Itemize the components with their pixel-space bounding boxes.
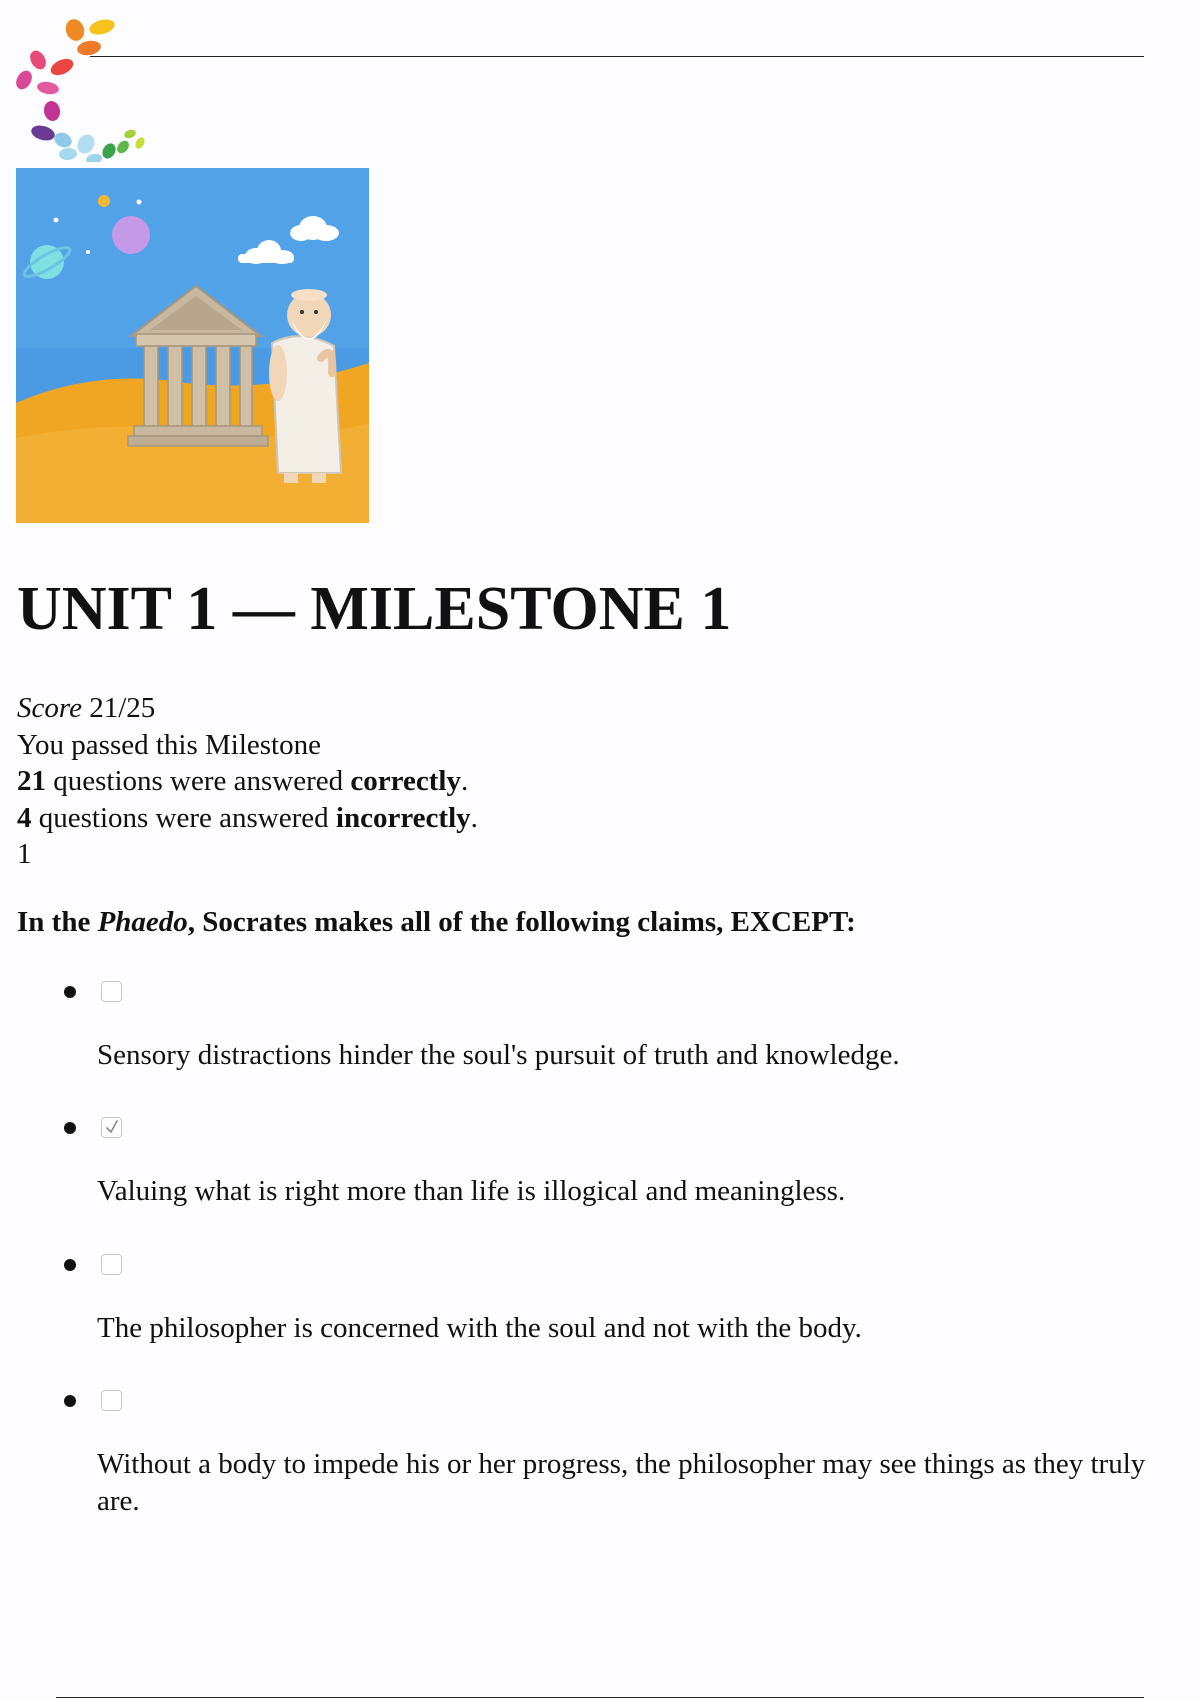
answer-checkbox[interactable] xyxy=(101,981,122,1002)
header-rule xyxy=(90,56,1144,57)
answer-checkbox[interactable] xyxy=(101,1117,122,1138)
answer-option-text: The philosopher is concerned with the soul and not with the body. xyxy=(97,1312,862,1344)
correct-prefix: questions were answered xyxy=(46,765,351,797)
footer-rule xyxy=(56,1697,1144,1698)
incorrect-line xyxy=(17,800,478,837)
bullet-icon xyxy=(64,1395,76,1407)
answer-option-text: Without a body to impede his or her progress, the philosopher may see things as they truly are. xyxy=(97,1448,1146,1517)
incorrect-prefix: questions were answered xyxy=(31,801,336,834)
leaf-swirl-logo-icon xyxy=(10,12,150,162)
bullet-icon xyxy=(64,986,76,998)
incorrect-word: incorrectly xyxy=(335,801,471,834)
answer-checkbox[interactable] xyxy=(101,1390,122,1411)
question-text xyxy=(17,904,856,940)
incorrect-period: . xyxy=(470,801,478,834)
passed-message: You passed this Milestone xyxy=(17,728,321,761)
correct-line xyxy=(17,763,478,800)
question-suffix: , Socrates makes all of the following claims, EXCEPT: xyxy=(187,906,856,938)
correct-period: . xyxy=(460,765,469,797)
correct-count: 21 xyxy=(17,765,46,797)
checkmark-icon xyxy=(105,1119,119,1135)
answer-option-text: Sensory distractions hinder the soul's pursuit of truth and knowledge. xyxy=(97,1039,900,1071)
score-line xyxy=(17,690,478,727)
result-summary xyxy=(17,690,478,873)
score-value: 21/25 xyxy=(89,692,156,724)
answer-checkbox[interactable] xyxy=(101,1254,122,1275)
correct-word: correctly xyxy=(350,765,461,797)
socrates-temple-illustration xyxy=(16,168,369,523)
question-number: 1 xyxy=(17,838,32,870)
bullet-icon xyxy=(64,1122,76,1134)
question-prefix: In the xyxy=(17,906,98,938)
page-title: UNIT 1 — MILESTONE 1 xyxy=(17,575,732,643)
question-work-title: Phaedo xyxy=(97,906,188,938)
bullet-icon xyxy=(64,1259,76,1271)
score-label: Score xyxy=(17,692,82,724)
incorrect-count: 4 xyxy=(17,801,32,834)
answer-option-text: Valuing what is right more than life is illogical and meaningless. xyxy=(97,1175,846,1207)
